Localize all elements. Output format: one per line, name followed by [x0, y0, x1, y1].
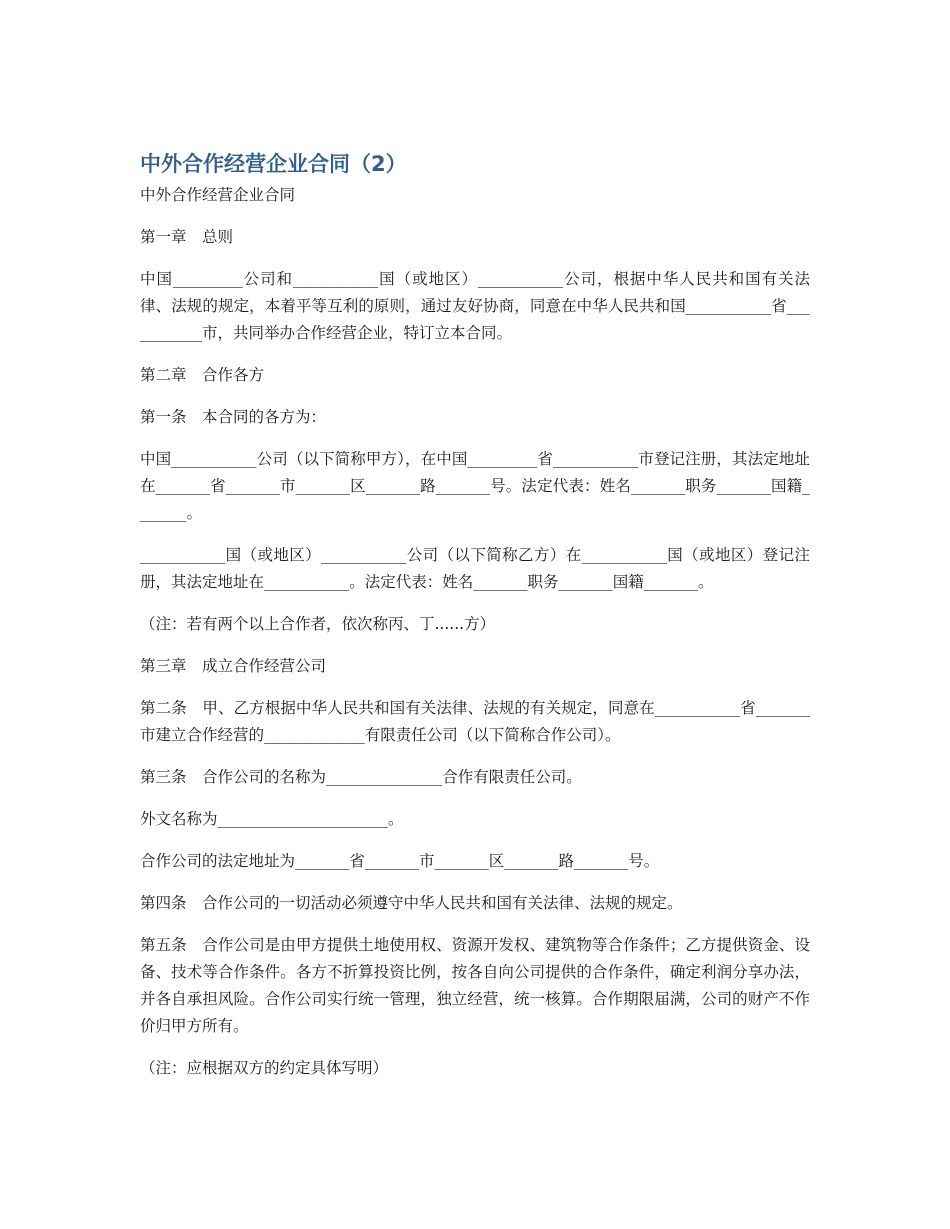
article-5: 第五条 合作公司是由甲方提供土地使用权、资源开发权、建筑物等合作条件；乙方提供资金、设备、技术等合作条件。各方不折算投资比例，按各自向公司提供的合作条件，确定利润分享办法，并各自承担风险。合作公司实行统一管理，独立经营，统一核算。合作期限届满，公司的财产不作价归甲方所有。	[140, 936, 810, 1035]
document-title: 中外合作经营企业合同（2）	[140, 152, 407, 176]
chapter-2-heading: 第二章 合作各方	[140, 366, 265, 384]
chapter-3-heading: 第三章 成立合作经营公司	[140, 657, 327, 675]
article-1: 第一条 本合同的各方为：	[140, 408, 327, 426]
party-a-paragraph: 中国___________公司（以下简称甲方），在中国_________省___________市登记注册，其法定地址在_______省_______市_______区_______路_______号。法定代表：姓名_______职务_______国籍_______。	[140, 450, 810, 522]
contract-name: 中外合作经营企业合同	[140, 186, 296, 204]
article-3: 第三条 合作公司的名称为_______________合作有限责任公司。	[140, 768, 582, 786]
article-4: 第四条 合作公司的一切活动必须遵守中华人民共和国有关法律、法规的规定。	[140, 894, 683, 912]
note-parties: （注：若有两个以上合作者，依次称丙、丁......方）	[140, 615, 496, 633]
document-page	[140, 146, 810, 1097]
legal-address-line: 合作公司的法定地址为_______省_______市_______区_______路_______号。	[140, 852, 660, 870]
preamble-paragraph: 中国_________公司和___________国（或地区）___________公司，根据中华人民共和国有关法律、法规的规定，本着平等互利的原则，通过友好协商，同意在中华人民共和国___________省___________市，共同举办合作经营企业，特订立本合同。	[140, 270, 810, 342]
article-2: 第二条 甲、乙方根据中华人民共和国有关法律、法规的有关规定，同意在___________省_______市建立合作经营的_____________有限责任公司（以下简称合作公司）。	[140, 699, 810, 744]
chapter-1-heading: 第一章 总则	[140, 228, 234, 246]
note-agreement: （注：应根据双方的约定具体写明）	[140, 1059, 389, 1077]
foreign-name-line: 外文名称为______________________。	[140, 810, 404, 828]
party-b-paragraph: ___________国（或地区）___________公司（以下简称乙方）在___________国（或地区）登记注册，其法定地址在___________。法定代表：姓名_______职务_______国籍_______。	[140, 546, 810, 591]
